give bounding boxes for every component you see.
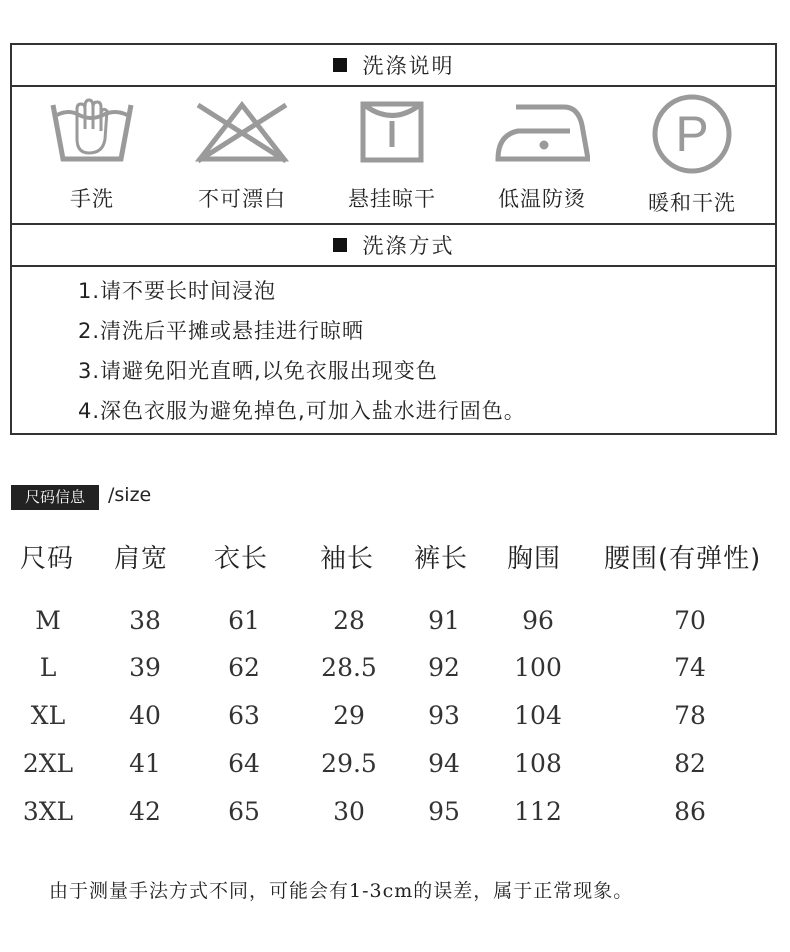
- table-cell: 41: [129, 749, 161, 778]
- table-cell: 63: [228, 701, 260, 730]
- table-cell: 61: [228, 606, 260, 635]
- table-cell: 28: [333, 606, 365, 635]
- dry-clean-label: 暖和干洗: [648, 191, 736, 215]
- care-item-dry-clean: [617, 87, 767, 221]
- method-line: 2.清洗后平摊或悬挂进行晾晒: [78, 319, 365, 343]
- table-cell: L: [39, 653, 57, 682]
- table-cell: M: [35, 606, 61, 635]
- header-length: 衣长: [214, 544, 269, 574]
- care-item-hand-wash: [17, 87, 167, 221]
- header-shoulder: 肩宽: [114, 544, 169, 574]
- table-cell: 92: [428, 653, 460, 682]
- header-sleeve: 袖长: [320, 544, 375, 574]
- table-cell: 82: [674, 749, 706, 778]
- care-item-low-iron: [467, 87, 617, 221]
- table-cell: 78: [674, 701, 706, 730]
- dry-clean-icon: [651, 93, 733, 175]
- care-title: 洗涤说明: [362, 54, 455, 78]
- square-bullet-icon: [333, 58, 347, 72]
- table-cell: 39: [129, 653, 161, 682]
- table-cell: 29.5: [321, 749, 377, 778]
- size-info-tag: 尺码信息: [11, 485, 99, 510]
- table-cell: 104: [514, 701, 562, 730]
- table-cell: 30: [333, 797, 365, 826]
- method-title-bar: [12, 223, 775, 267]
- header-size: 尺码: [20, 544, 75, 574]
- table-cell: 2XL: [22, 749, 74, 778]
- hand-wash-label: 手洗: [70, 187, 114, 211]
- table-cell: 38: [129, 606, 161, 635]
- care-item-hang-dry: [317, 87, 467, 221]
- table-cell: 94: [428, 749, 460, 778]
- table-cell: 64: [228, 749, 260, 778]
- table-cell: 96: [522, 606, 554, 635]
- hang-dry-icon: [357, 99, 427, 165]
- care-icons-row: [12, 87, 775, 221]
- table-row: [0, 701, 790, 741]
- low-iron-icon: [494, 99, 590, 165]
- low-iron-label: 低温防烫: [498, 187, 586, 211]
- table-cell: 112: [514, 797, 562, 826]
- no-bleach-icon: [192, 101, 292, 165]
- table-cell: 40: [129, 701, 161, 730]
- table-cell: 91: [428, 606, 460, 635]
- dry-clean-symbol: P: [675, 106, 709, 162]
- table-cell: 42: [129, 797, 161, 826]
- table-cell: 3XL: [22, 797, 74, 826]
- header-pants: 裤长: [414, 544, 469, 574]
- square-bullet-icon: [333, 238, 347, 252]
- table-cell: 29: [333, 701, 365, 730]
- care-item-no-bleach: [167, 87, 317, 221]
- measurement-note: 由于测量手法方式不同，可能会有1-3cm的误差，属于正常现象。: [49, 880, 634, 902]
- table-row: [0, 606, 790, 646]
- method-line: 4.深色衣服为避免掉色,可加入盐水进行固色。: [78, 399, 526, 423]
- table-cell: 108: [514, 749, 562, 778]
- table-cell: XL: [30, 701, 66, 730]
- table-cell: 100: [514, 653, 562, 682]
- header-waist: 腰围(有弹性): [604, 544, 762, 574]
- table-cell: 74: [674, 653, 706, 682]
- header-chest: 胸围: [507, 544, 562, 574]
- hand-wash-icon: [47, 95, 137, 167]
- table-cell: 28.5: [321, 653, 377, 682]
- hang-dry-label: 悬挂晾干: [348, 187, 436, 211]
- method-line: 1.请不要长时间浸泡: [78, 279, 277, 303]
- table-row: [0, 797, 790, 837]
- method-list: [78, 271, 526, 431]
- table-cell: 65: [228, 797, 260, 826]
- table-cell: 86: [674, 797, 706, 826]
- table-cell: 62: [228, 653, 260, 682]
- no-bleach-label: 不可漂白: [198, 187, 286, 211]
- table-cell: 70: [674, 606, 706, 635]
- method-title: 洗涤方式: [362, 234, 455, 258]
- size-table-header: [0, 538, 790, 582]
- table-row: [0, 749, 790, 789]
- care-title-bar: [12, 45, 775, 87]
- table-cell: 93: [428, 701, 460, 730]
- table-cell: 95: [428, 797, 460, 826]
- method-line: 3.请避免阳光直晒,以免衣服出现变色: [78, 359, 438, 383]
- size-en-label: /size: [108, 484, 152, 506]
- care-instructions-panel: [10, 43, 777, 435]
- table-row: [0, 653, 790, 693]
